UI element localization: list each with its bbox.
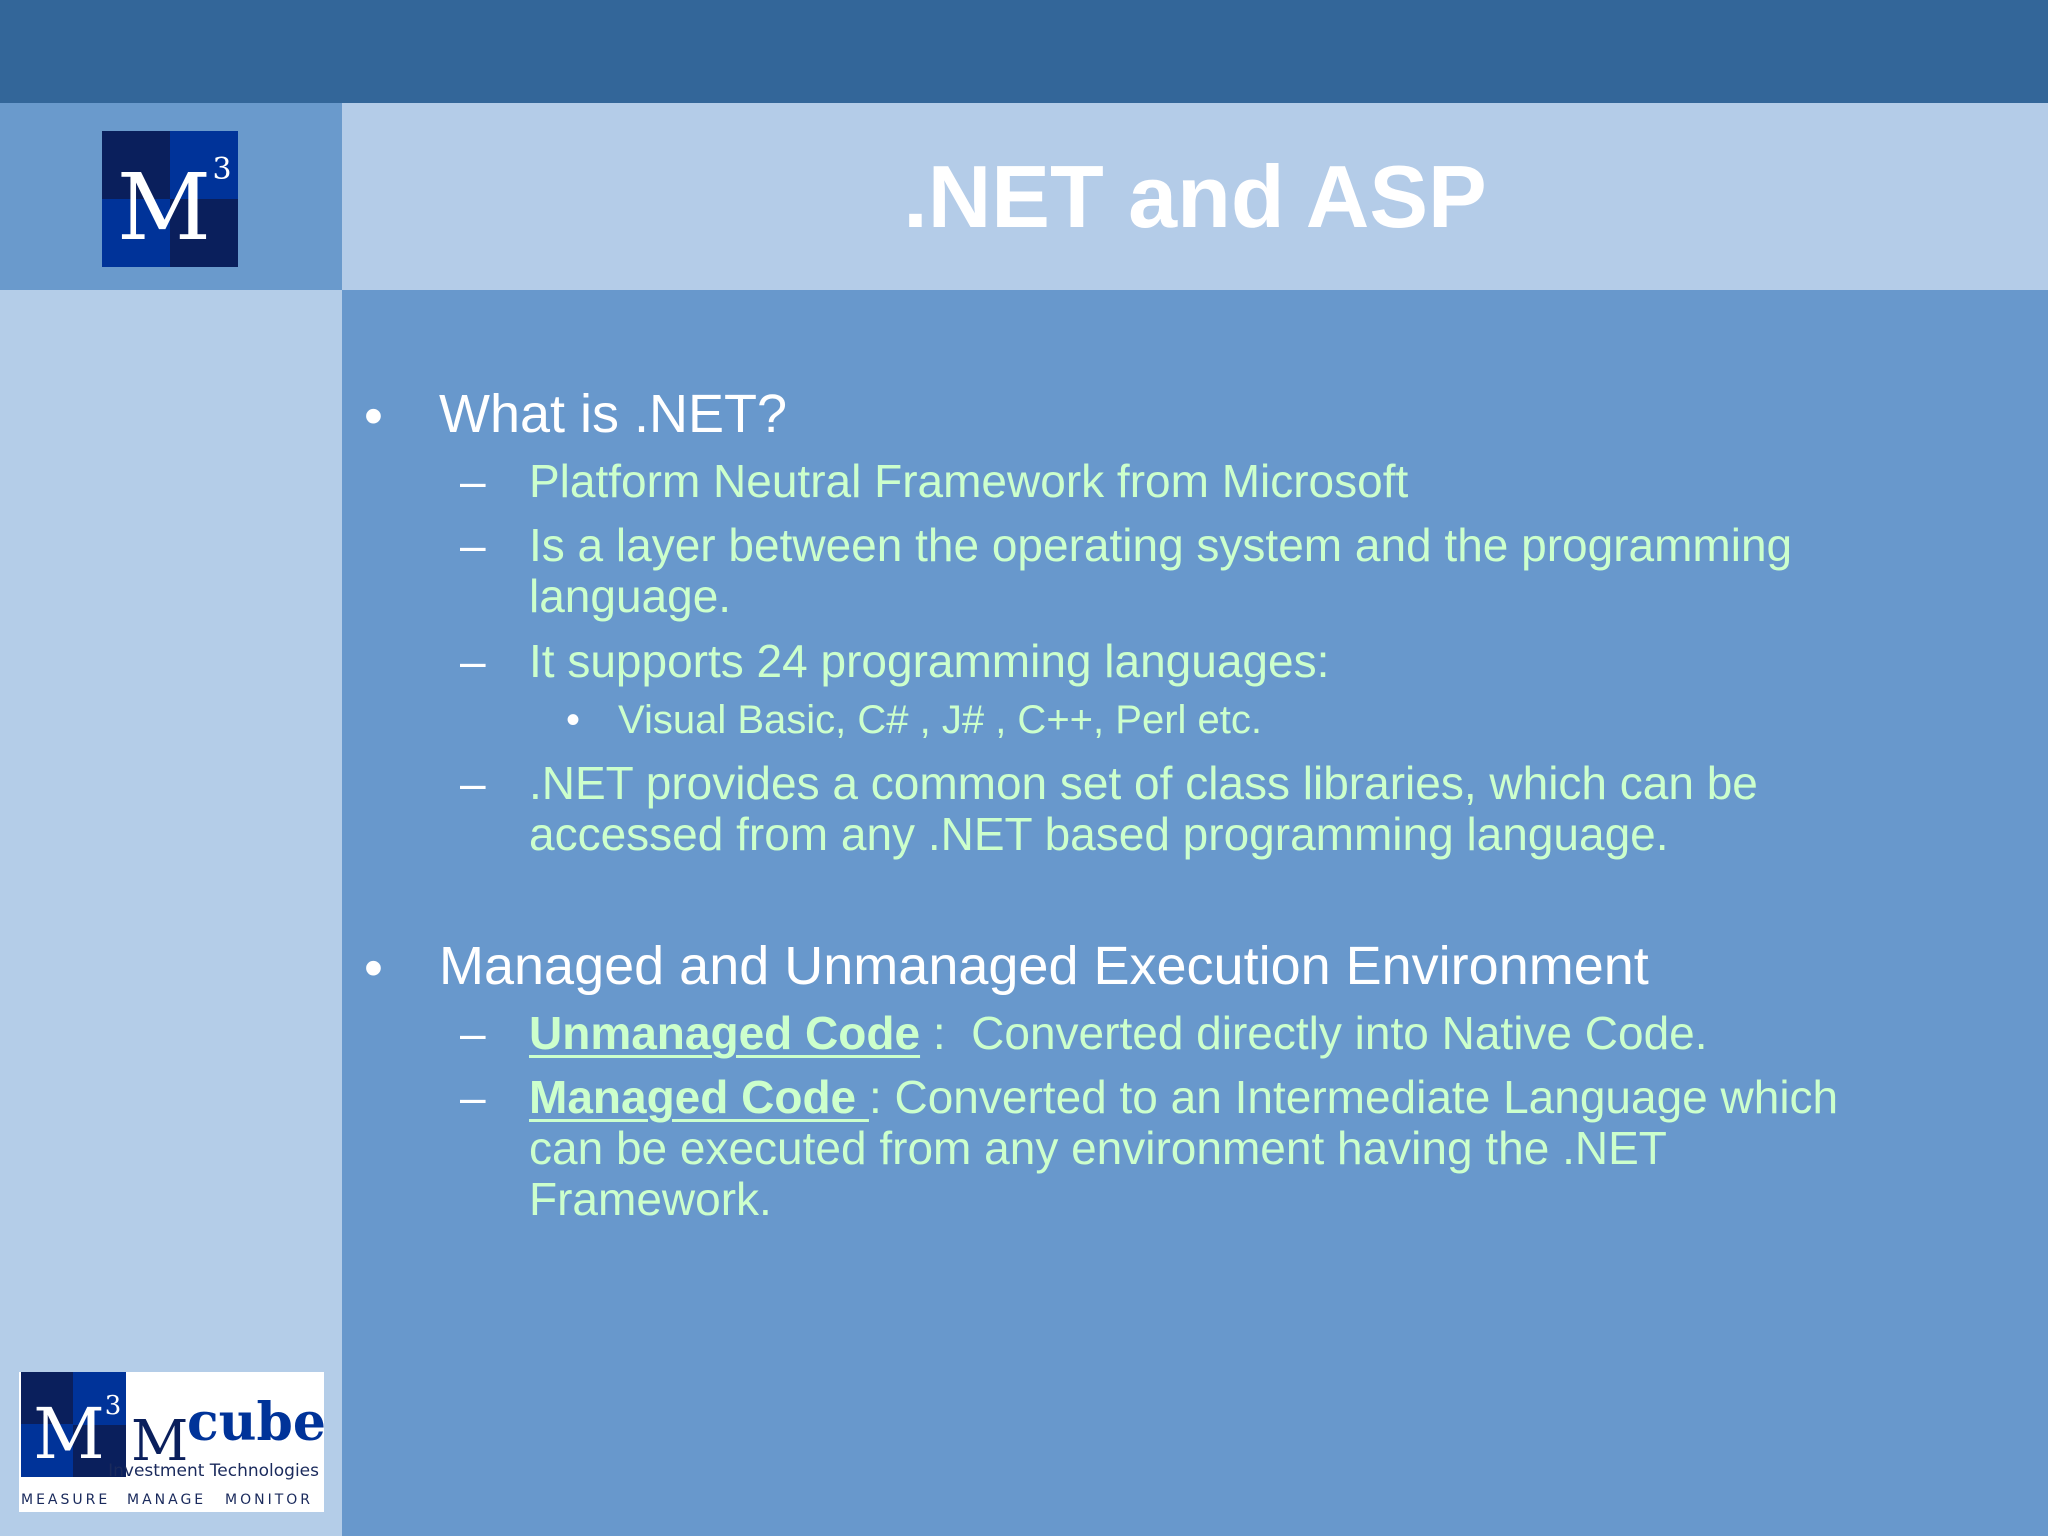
item-dash: – [460, 757, 486, 809]
left-column [0, 103, 342, 1536]
item-dash: – [460, 1007, 486, 1059]
item-text-continued: can be executed from any environment having the .NET [529, 1122, 1667, 1174]
item-definition: : Converted directly into Native Code. [920, 1007, 1708, 1059]
m3-logo-letter: M [116, 154, 212, 261]
section-bullet: • [364, 386, 383, 446]
item-text [529, 1008, 1708, 1059]
mcube-subtitle: Investment Technologies [108, 1461, 319, 1481]
item-text-continued: Framework. [529, 1173, 772, 1225]
item-dash: – [460, 519, 486, 571]
slide-title: .NET and ASP [903, 147, 1487, 246]
tagline-manage: MANAGE [127, 1492, 207, 1508]
item-text: .NET provides a common set of class libraries, which can be [529, 757, 1758, 809]
item-text-continued: language. [529, 570, 732, 622]
mcube-logo-graphic [19, 1372, 324, 1512]
managed-code-link[interactable]: Managed Code [529, 1071, 869, 1123]
mcube-wordmark-rest: cube [187, 1392, 324, 1453]
slide-content [342, 290, 2048, 1536]
item-text-continued: accessed from any .NET based programming language. [529, 808, 1669, 860]
sub-item-text: Visual Basic, C# , J# , C++, Perl etc. [618, 698, 1262, 742]
sub-bullet: • [566, 698, 581, 742]
mcube-wordmark-m: M [131, 1409, 189, 1474]
tagline-measure: MEASURE [21, 1492, 111, 1508]
m3-logo-superscript: 3 [212, 152, 232, 187]
section-bullet: • [364, 938, 383, 998]
item-dash: – [460, 1071, 486, 1123]
item-dash: – [460, 635, 486, 687]
item-text: Is a layer between the operating system and the programming [529, 519, 1793, 571]
mcube-logo-superscript: 3 [104, 1391, 122, 1421]
item-definition: : Converted to an Intermediate Language which [868, 1071, 1839, 1123]
item-text: It supports 24 programming languages: [529, 635, 1330, 687]
top-bar [0, 0, 2048, 103]
section-heading: What is .NET? [439, 384, 788, 444]
item-text [529, 1072, 1838, 1123]
m3-logo [102, 131, 238, 267]
item-text: Platform Neutral Framework from Microsoft [529, 455, 1409, 507]
mcube-logo [19, 1372, 324, 1512]
unmanaged-code-link[interactable]: Unmanaged Code [529, 1007, 921, 1059]
mcube-logo-letter: M [33, 1393, 105, 1475]
item-dash: – [460, 455, 486, 507]
tagline-monitor: MONITOR [225, 1492, 313, 1508]
section-heading: Managed and Unmanaged Execution Environment [439, 936, 1649, 996]
